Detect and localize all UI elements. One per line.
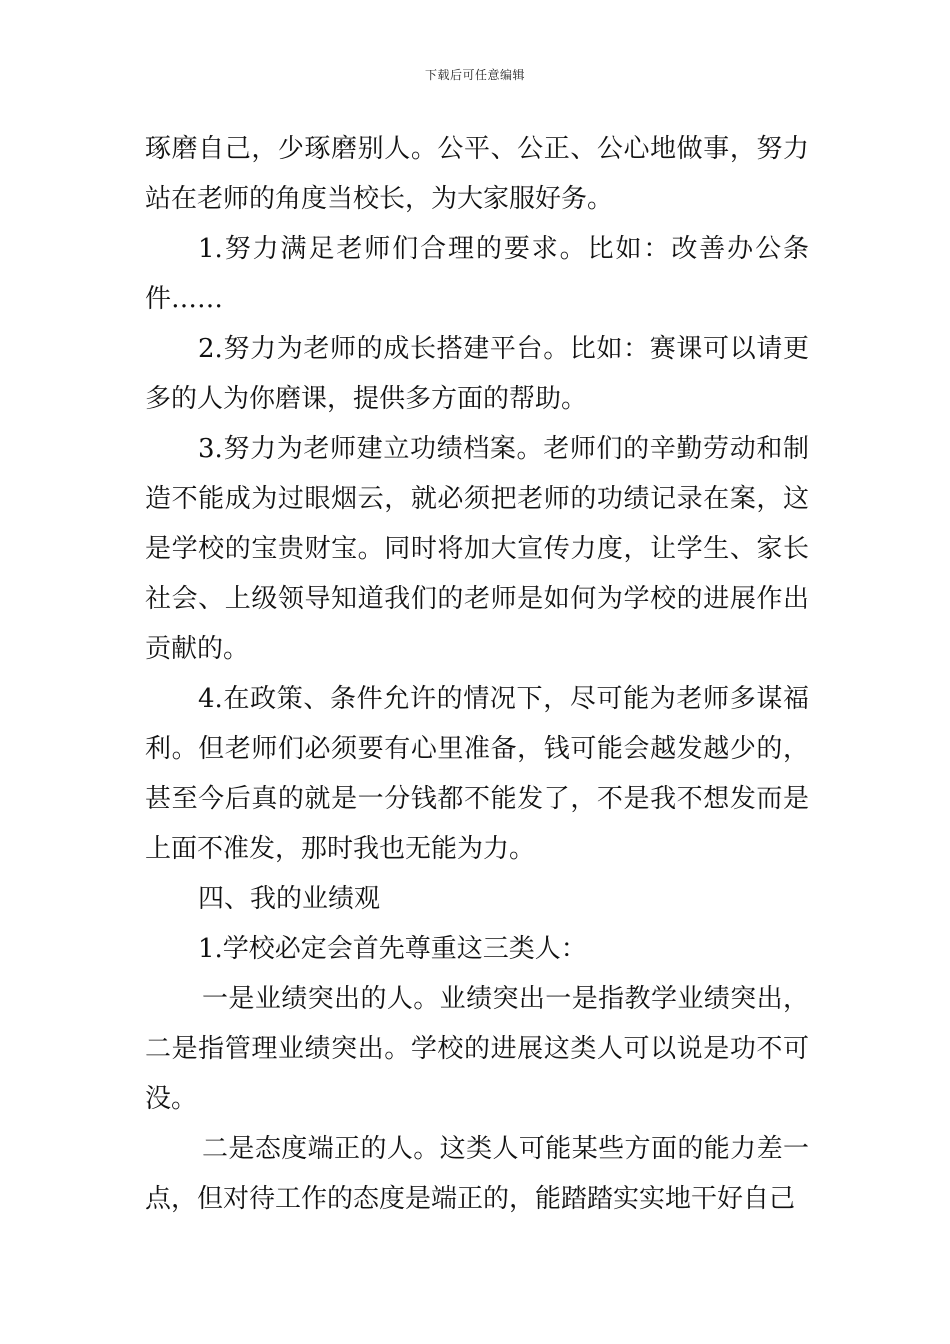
paragraph-item-2: 2.努力为老师的成长搭建平台。比如：赛课可以请更多的人为你磨课，提供多方面的帮助。 (145, 334, 809, 414)
paragraph-item-4: 4.在政策、条件允许的情况下，尽可能为老师多谋福利。但老师们必须要有心里准备，钱可能会越发越少的，甚至今后真的就是一分钱都不能发了，不是我不想发而是上面不准发，那时我也无能为力。 (145, 684, 809, 864)
paragraph-type-1: 一是业绩突出的人。业绩突出一是指教学业绩突出，二是指管理业绩突出。学校的进展这类人可以说是功不可没。 (145, 984, 809, 1114)
document-body (145, 124, 809, 1224)
paragraph-item-3: 3.努力为老师建立功绩档案。老师们的辛勤劳动和制造不能成为过眼烟云，就必须把老师的功绩记录在案，这是学校的宝贵财宝。同时将加大宣传力度，让学生、家长社会、上级领导知道我们的老师是如何为学校的进展作出贡献的。 (145, 434, 809, 664)
section-heading: 四、我的业绩观 (198, 884, 381, 914)
paragraph-type-2: 二是态度端正的人。这类人可能某些方面的能力差一点，但对待工作的态度是端正的，能踏踏实实地干好自己 (145, 1134, 809, 1214)
paragraph-item-1: 1.努力满足老师们合理的要求。比如：改善办公条件…… (145, 234, 809, 314)
paragraph-subitem-1: 1.学校必定会首先尊重这三类人： (198, 934, 587, 964)
page-header-note: 下载后可任意编辑 (424, 68, 525, 82)
paragraph-continued: 琢磨自己，少琢磨别人。公平、公正、公心地做事，努力站在老师的角度当校长，为大家服好务。 (145, 134, 809, 214)
